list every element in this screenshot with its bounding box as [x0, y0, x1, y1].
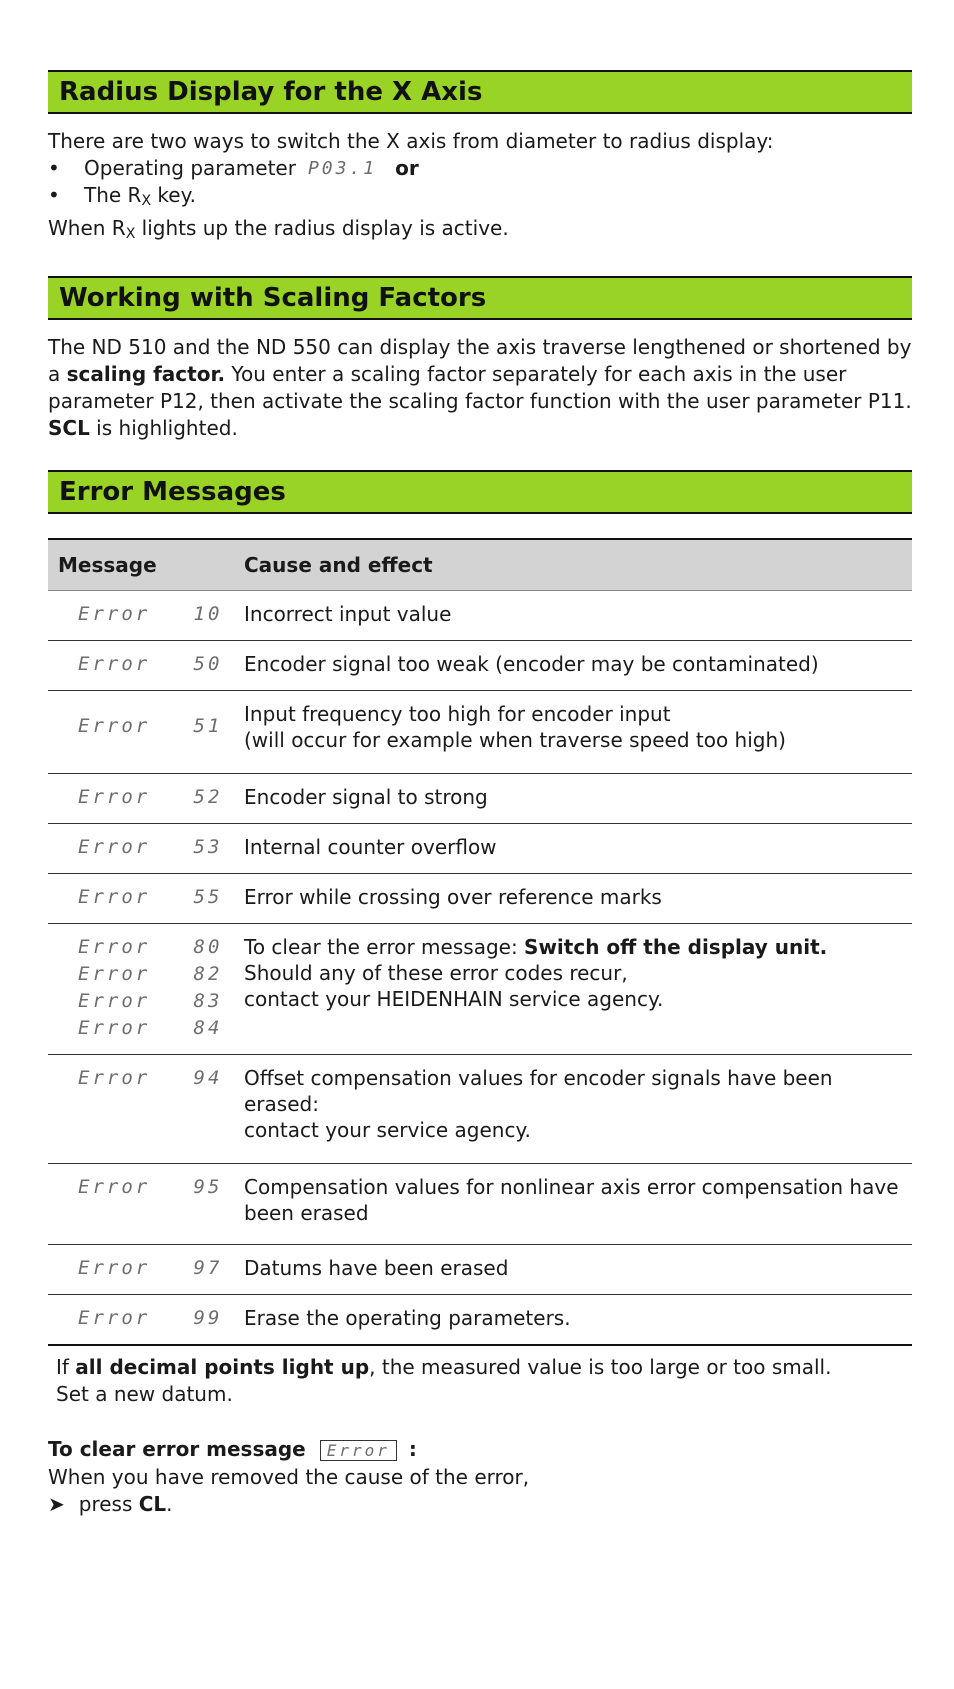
arrow-icon: ➤: [48, 1492, 65, 1516]
new-datum-note: Set a new datum.: [56, 1382, 233, 1406]
error-code: Error 52: [78, 786, 223, 808]
error-code: Error 95: [78, 1176, 223, 1198]
error-code: Error 84: [78, 1017, 223, 1039]
error-code: Error 53: [78, 836, 223, 858]
error-code: Error 99: [78, 1307, 223, 1329]
table-row: [48, 1055, 912, 1164]
error-code: Error 10: [78, 603, 223, 625]
error-cause: Encoder signal too weak (encoder may be contaminated): [234, 641, 912, 691]
error-cause: Erase the operating parameters.: [234, 1295, 912, 1346]
manual-page: [48, 70, 912, 1518]
column-header-message: Message: [48, 539, 234, 591]
table-row: [48, 641, 912, 691]
lcd-parameter-code: P03.1: [307, 158, 378, 179]
error-cause: To clear the error message: Switch off the display unit. Should any of these error codes recur, contact your HEIDENHAIN service agency.: [234, 924, 912, 1055]
table-row: [48, 824, 912, 874]
radius-section-header: [48, 70, 912, 114]
decimal-points-note: If all decimal points light up, the measured value is too large or too small.: [56, 1355, 832, 1379]
radius-active-note: When $R_X$ lights up the radius display is active.: [48, 216, 509, 242]
radius-section-title: Radius Display for the X Axis: [59, 77, 483, 107]
lcd-error-box: Error: [320, 1440, 397, 1461]
error-code: Error 94: [78, 1067, 223, 1089]
error-cause: Incorrect input value: [234, 591, 912, 641]
error-code: Error 83: [78, 990, 223, 1012]
error-code: Error 80: [78, 936, 223, 958]
errors-section-title: Error Messages: [59, 477, 286, 507]
error-cause: Internal counter overflow: [234, 824, 912, 874]
table-row: [48, 691, 912, 774]
press-cl-step: ➤ press CL.: [48, 1492, 173, 1516]
table-row: [48, 1164, 912, 1245]
error-cause: Datums have been erased: [234, 1245, 912, 1295]
error-code: Error 50: [78, 653, 223, 675]
clear-error-instruction: When you have removed the cause of the error,: [48, 1465, 530, 1489]
radius-intro: There are two ways to switch the X axis from diameter to radius display:: [48, 129, 774, 153]
table-row: [48, 774, 912, 824]
error-cause: Compensation values for nonlinear axis error compensation have been erased: [234, 1164, 912, 1245]
scaling-section-title: Working with Scaling Factors: [59, 283, 487, 313]
error-cause: Offset compensation values for encoder signals have been erased: contact your service agency.: [234, 1055, 912, 1164]
radius-bullet-parameter: • Operating parameter P03.1 or: [48, 156, 419, 180]
table-row: [48, 924, 912, 1055]
error-code: Error 97: [78, 1257, 223, 1279]
error-code: Error 82: [78, 963, 223, 985]
error-messages-table: [48, 538, 912, 1346]
bullet-icon: •: [48, 156, 60, 180]
scaling-paragraph: The ND 510 and the ND 550 can display the axis traverse lengthened or shortened by a scaling factor. You enter a scaling factor separately for each axis in the user parameter P12, then activate the scaling factor function with the user parameter P11. SCL is highlighted.: [48, 335, 912, 440]
table-row: [48, 874, 912, 924]
table-row: [48, 1295, 912, 1346]
table-row: [48, 1245, 912, 1295]
table-header-row: [48, 539, 912, 591]
bullet-icon: •: [48, 183, 60, 207]
clear-error-heading: To clear error message Error :: [48, 1437, 417, 1461]
error-cause: Encoder signal to strong: [234, 774, 912, 824]
radius-bullet-key: • The $R_X$ key.: [48, 182, 912, 215]
error-cause: Error while crossing over reference marks: [234, 874, 912, 924]
errors-section-header: [48, 470, 912, 514]
error-code: Error 55: [78, 886, 223, 908]
error-code: Error 51: [78, 715, 223, 737]
column-header-cause: Cause and effect: [234, 539, 912, 591]
table-row: [48, 591, 912, 641]
scaling-section-header: [48, 276, 912, 320]
error-cause: Input frequency too high for encoder input (will occur for example when traverse speed too high): [234, 691, 912, 774]
radius-bullets: [48, 155, 912, 215]
